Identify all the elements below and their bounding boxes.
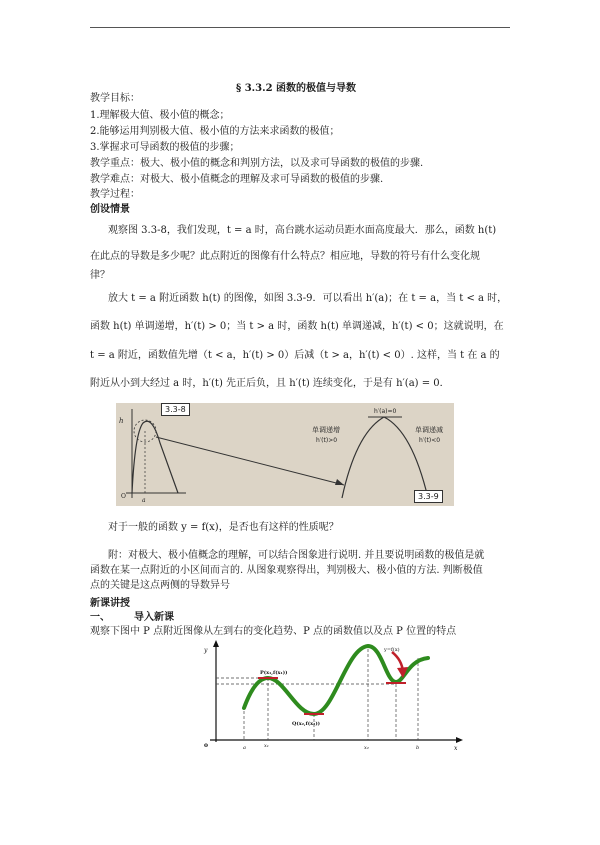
- fig1-connector: [156, 437, 344, 485]
- paragraph-2-line-3: t = a 附近，函数值先增（t < a，h′(t) > 0）后减（t > a，h′(t) < 0）. 这样，当 t 在 a 的: [90, 350, 500, 361]
- fig2-tick-b: b: [416, 745, 420, 751]
- fig2-x-label: x: [454, 745, 458, 752]
- subsection-title: 导入新课: [134, 612, 174, 623]
- paragraph-2-line-4: 附近从小到大经过 a 时，h′(t) 先正后负，且 h′(t) 连续变化，于是有 h′(a) = 0．: [90, 378, 450, 389]
- observe-line: 观察下图中 P 点附近图像从左到右的变化趋势、P 点的函数值以及点 P 位置的特点: [90, 626, 457, 637]
- figure-1-svg: [116, 403, 454, 506]
- goals-heading: 教学目标：: [90, 93, 140, 104]
- header-rule: [90, 27, 510, 28]
- paragraph-1-line-3: 律？: [90, 270, 110, 281]
- figure-2-svg: [196, 638, 464, 752]
- fig2-y-label: y: [204, 647, 208, 654]
- fig1-dec-deriv: h′(t)<0: [419, 437, 441, 444]
- page-title: § 3.3.2 函数的极值与导数: [236, 83, 357, 94]
- question-line: 对于一般的函数 y = f(x)，是否也有这样的性质呢？: [108, 522, 339, 533]
- fig2-y-arrow: [213, 640, 219, 647]
- fig2-tick-x1: x₁: [264, 743, 269, 749]
- goal-item-2: 2.能够运用判别极大值、极小值的方法来求函数的极值；: [90, 126, 340, 137]
- note-line-1: 附：对极大、极小值概念的理解，可以结合图象进行说明. 并且要说明函数的极值是就: [108, 550, 485, 561]
- difficulties: 教学难点：对极大、极小值概念的理解及求可导函数的极值的步骤.: [90, 174, 384, 185]
- fig1-h-label: h: [119, 417, 124, 425]
- fig1-label-3-3-9: 3.3-9: [414, 490, 443, 503]
- paragraph-2-line-1: 放大 t = a 附近函数 h(t) 的图像，如图 3.3-9．可以看出 h′(a)；在 t = a，当 t < a 时，: [108, 293, 508, 304]
- fig2-tick-a: a: [243, 745, 246, 751]
- fig2-label-q: Q(x₂,f(x₂)): [292, 721, 321, 727]
- fig1-top-label: h′(a)=0: [374, 408, 397, 415]
- section-new-heading: 新课讲授: [90, 598, 130, 609]
- fig2-label-f: y=f(x): [384, 647, 400, 653]
- section-intro-heading: 创设情景: [90, 204, 130, 215]
- fig1-small-curve: [132, 421, 178, 493]
- fig1-dec-label: 单调递减: [415, 426, 443, 434]
- fig1-origin-label: O: [121, 493, 126, 500]
- fig1-label-3-3-8: 3.3-8: [161, 403, 190, 416]
- key-points: 教学重点：极大、极小值的概念和判别方法，以及求可导函数的极值的步骤.: [90, 158, 424, 169]
- paragraph-1-line-1: 观察图 3.3-8，我们发现，t = a 时，高台跳水运动员距水面高度最大．那么，函数 h(t): [108, 225, 497, 236]
- goal-item-3: 3.掌握求可导函数的极值的步骤；: [90, 142, 240, 153]
- paragraph-1-line-2: 在此点的导数是多少呢？此点附近的图像有什么特点？相应地，导数的符号有什么变化规: [90, 251, 480, 262]
- figure-3-3-8-9: [116, 403, 454, 506]
- fig2-tick-x2: x₂: [364, 745, 369, 751]
- figure-extrema: [196, 638, 464, 752]
- fig2-origin-label: o: [204, 742, 209, 749]
- fig2-x-arrow: [456, 737, 463, 743]
- goal-item-1: 1.理解极大值、极小值的概念；: [90, 110, 230, 121]
- fig1-arrow-head: [335, 479, 344, 485]
- note-line-2: 函数在某一点附近的小区间而言的. 从图象观察得出，判别极大、极小值的方法. 判断极值: [90, 565, 483, 576]
- fig2-curve: [244, 646, 428, 714]
- paragraph-2-line-2: 函数 h(t) 单调递增，h′(t) > 0；当 t > a 时，函数 h(t) 单调递减，h′(t) < 0；这就说明，在: [90, 321, 504, 332]
- fig1-inc-label: 单调递增: [312, 426, 340, 434]
- fig1-inc-deriv: h′(t)>0: [316, 437, 338, 444]
- fig1-a-label: a: [142, 497, 146, 504]
- fig2-label-p: P(x₁,f(x₁)): [260, 670, 288, 676]
- subsection-number: 一、: [90, 612, 110, 623]
- process-heading: 教学过程：: [90, 189, 140, 200]
- note-line-3: 点的关键是这点两侧的导数异号: [90, 580, 230, 591]
